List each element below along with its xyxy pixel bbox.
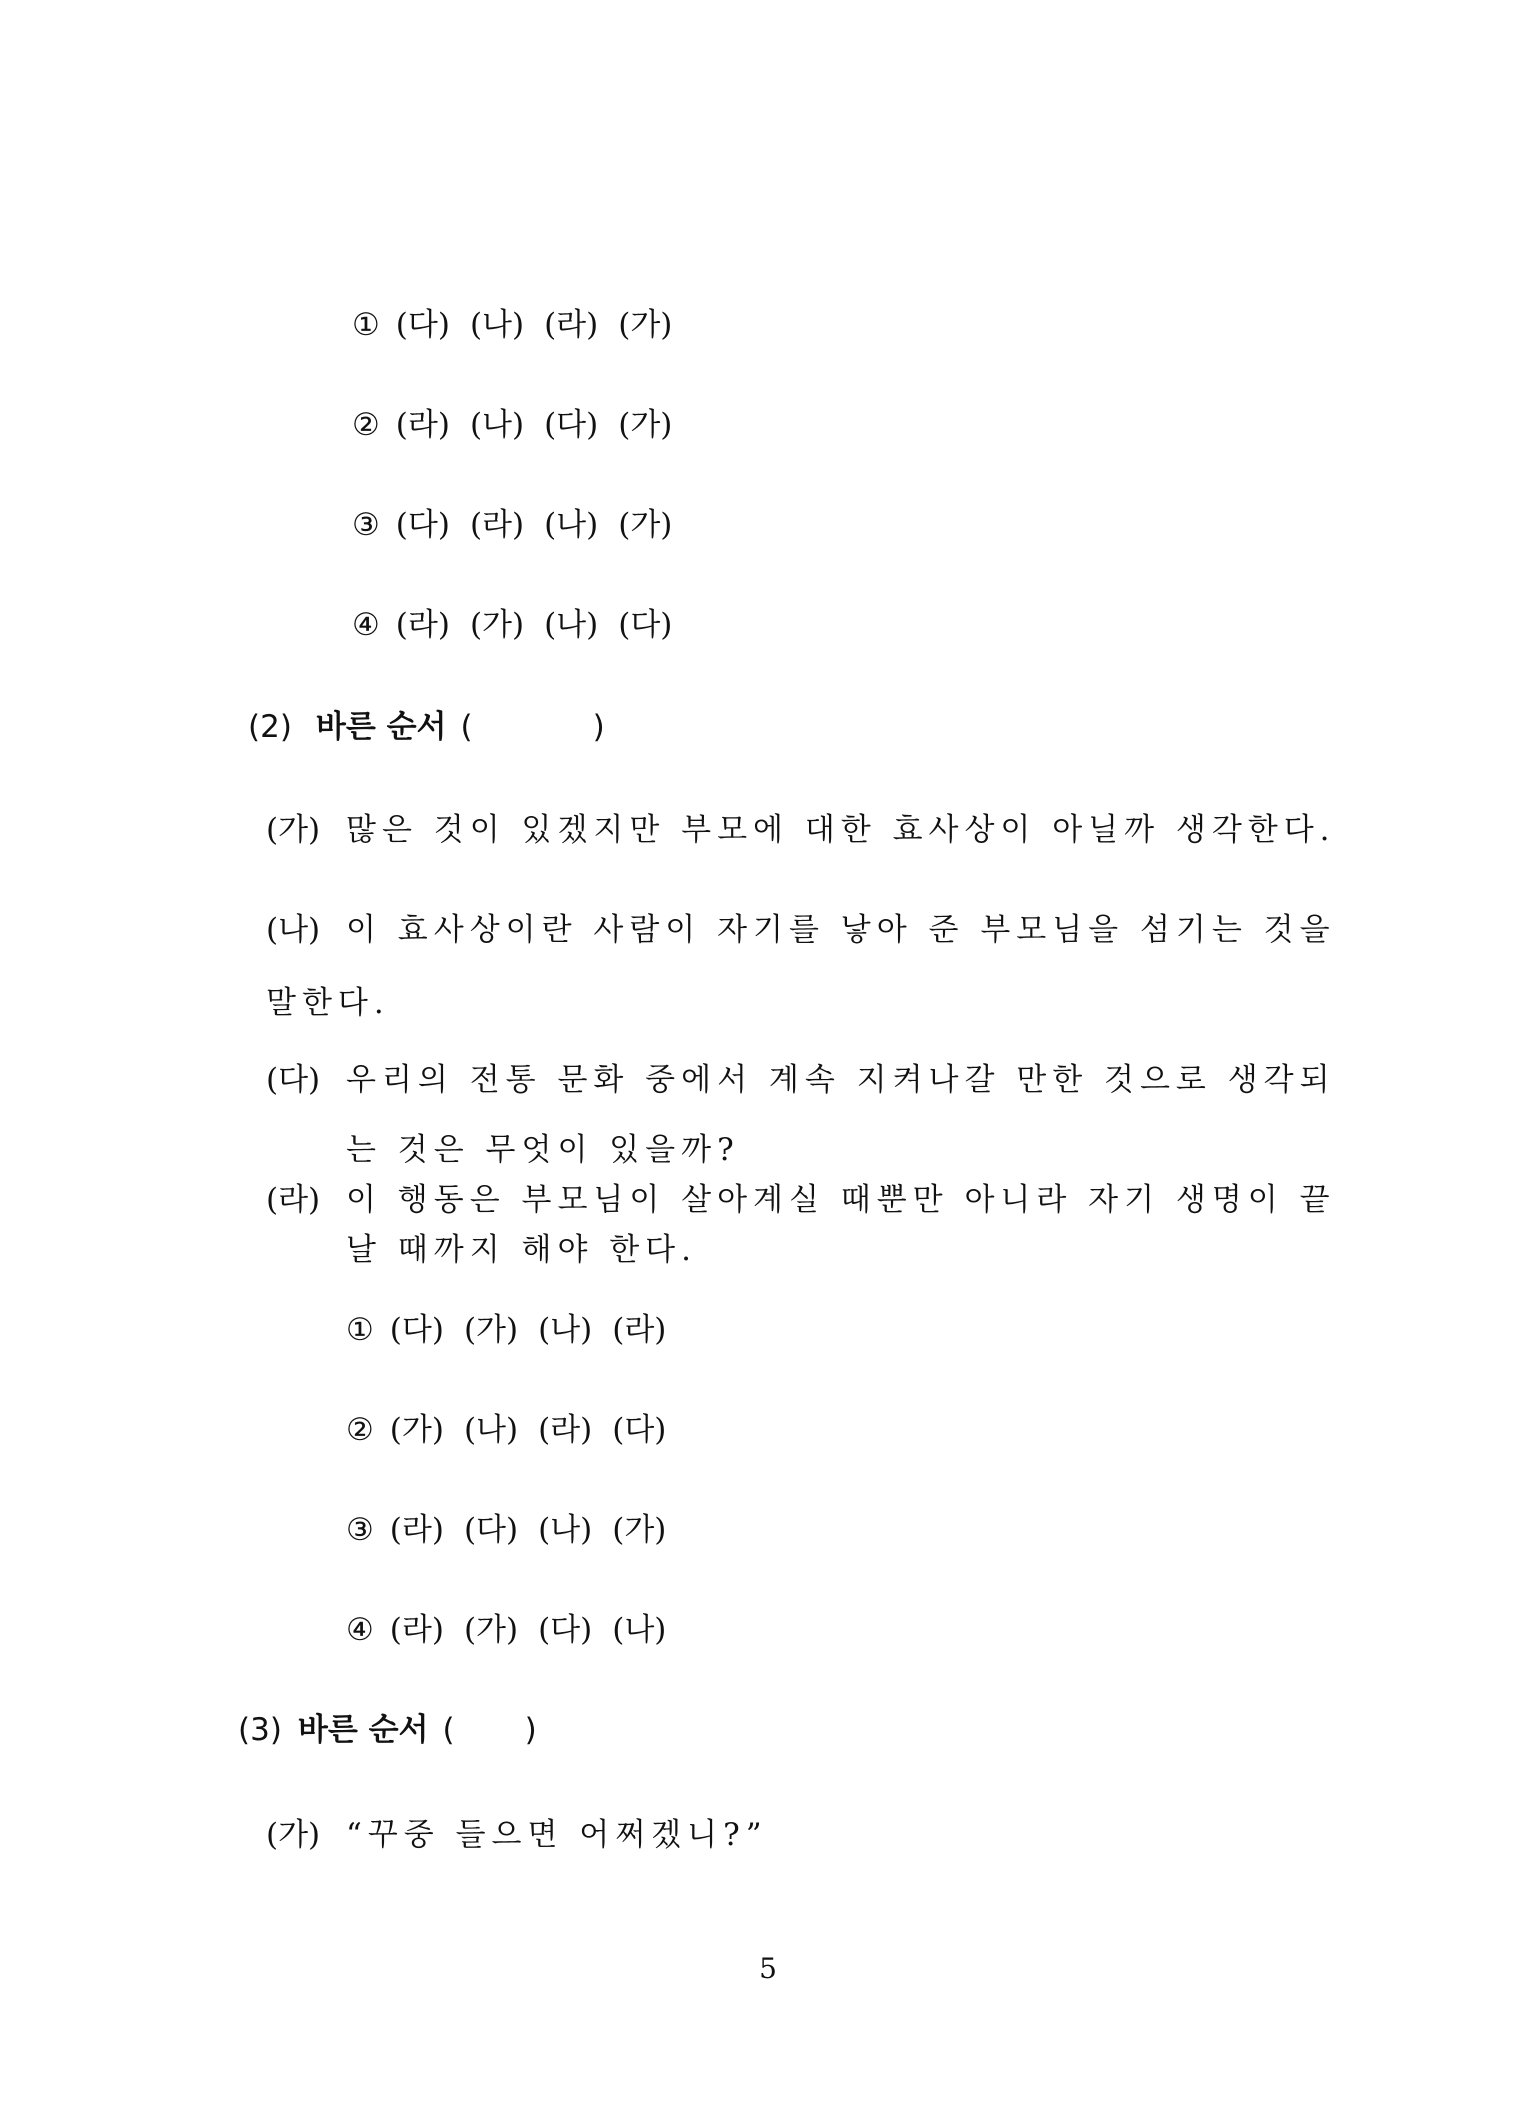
seq-item: (다): [395, 307, 450, 343]
q2-option-2[interactable]: [346, 1410, 686, 1450]
q2-heading: [248, 707, 605, 747]
item-label: (가): [266, 1817, 321, 1853]
seq-item: (가): [612, 1512, 667, 1548]
answer-blank-open: (: [460, 709, 473, 745]
seq-item: (다): [395, 507, 450, 543]
seq-item: (가): [618, 507, 673, 543]
q3-item-ga: [266, 1815, 768, 1855]
question-title: 바른 순서: [297, 1712, 429, 1748]
item-label: (라): [266, 1182, 321, 1218]
seq-item: (가): [389, 1412, 444, 1448]
question-number: (2): [248, 709, 292, 745]
question-title: 바른 순서: [315, 709, 447, 745]
option-number: ③: [346, 1512, 374, 1548]
item-text: 많은 것이 있겠지만 부모에 대한 효사상이 아닐까 생각한다.: [346, 812, 1336, 848]
option-number: ①: [352, 307, 380, 343]
seq-item: (가): [463, 1612, 519, 1648]
seq-item: (라): [395, 407, 450, 443]
seq-item: (다): [612, 1412, 667, 1448]
seq-item: (라): [395, 607, 450, 643]
option-number: ④: [352, 607, 380, 643]
seq-item: (라): [538, 1412, 593, 1448]
seq-item: (다): [544, 407, 599, 443]
seq-item: (가): [469, 607, 525, 643]
q1-option-2[interactable]: [352, 405, 692, 445]
item-text: “꾸중 들으면 어쩌겠니?”: [346, 1817, 768, 1853]
q1-option-1[interactable]: [352, 305, 692, 345]
q2-option-4[interactable]: [346, 1610, 686, 1650]
answer-blank-close: ): [524, 1712, 537, 1748]
q3-heading: [238, 1710, 537, 1750]
page-number: 5: [759, 1952, 777, 1985]
q2-item-da: [266, 1060, 1336, 1100]
item-text: 우리의 전통 문화 중에서 계속 지켜나갈 만한 것으로 생각되: [346, 1062, 1336, 1098]
q2-item-ra: [266, 1180, 1336, 1220]
item-label: (가): [266, 812, 321, 848]
q1-option-4[interactable]: [352, 605, 692, 645]
q2-option-1[interactable]: [346, 1310, 686, 1350]
item-text: 이 행동은 부모님이 살아계실 때뿐만 아니라 자기 생명이 끝: [346, 1182, 1336, 1218]
q2-option-3[interactable]: [346, 1510, 686, 1550]
seq-item: (나): [538, 1312, 593, 1348]
item-label: (다): [266, 1062, 321, 1098]
q2-item-da-cont: [346, 1130, 740, 1170]
seq-item: (다): [618, 607, 673, 643]
seq-item: (나): [544, 607, 599, 643]
seq-item: (나): [463, 1412, 519, 1448]
item-text-continued: 말한다.: [266, 985, 390, 1021]
seq-item: (라): [389, 1612, 444, 1648]
seq-item: (라): [544, 307, 599, 343]
option-number: ②: [346, 1412, 374, 1448]
item-text-continued: 는 것은 무엇이 있을까?: [346, 1132, 740, 1168]
question-number: (3): [238, 1712, 282, 1748]
seq-item: (라): [389, 1512, 444, 1548]
item-label: (나): [266, 912, 321, 948]
seq-item: (나): [469, 407, 525, 443]
option-number: ④: [346, 1612, 374, 1648]
seq-item: (나): [612, 1612, 667, 1648]
q2-item-na-cont: [266, 983, 390, 1023]
seq-item: (다): [538, 1612, 593, 1648]
seq-item: (가): [618, 407, 673, 443]
seq-item: (가): [618, 307, 673, 343]
seq-item: (라): [469, 507, 525, 543]
seq-item: (다): [389, 1312, 444, 1348]
seq-item: (라): [612, 1312, 667, 1348]
item-text: 이 효사상이란 사람이 자기를 낳아 준 부모님을 섬기는 것을: [346, 912, 1336, 948]
option-number: ③: [352, 507, 380, 543]
answer-blank-open: (: [442, 1712, 455, 1748]
seq-item: (나): [544, 507, 599, 543]
option-number: ①: [346, 1312, 374, 1348]
item-text-continued: 날 때까지 해야 한다.: [346, 1232, 697, 1268]
q2-item-na: [266, 910, 1336, 950]
seq-item: (다): [463, 1512, 519, 1548]
seq-item: (가): [463, 1312, 519, 1348]
q1-option-3[interactable]: [352, 505, 692, 545]
q2-item-ga: [266, 810, 1336, 850]
q2-item-ra-cont: [346, 1230, 697, 1270]
answer-blank-close: ): [592, 709, 605, 745]
option-number: ②: [352, 407, 380, 443]
seq-item: (나): [538, 1512, 593, 1548]
seq-item: (나): [469, 307, 525, 343]
